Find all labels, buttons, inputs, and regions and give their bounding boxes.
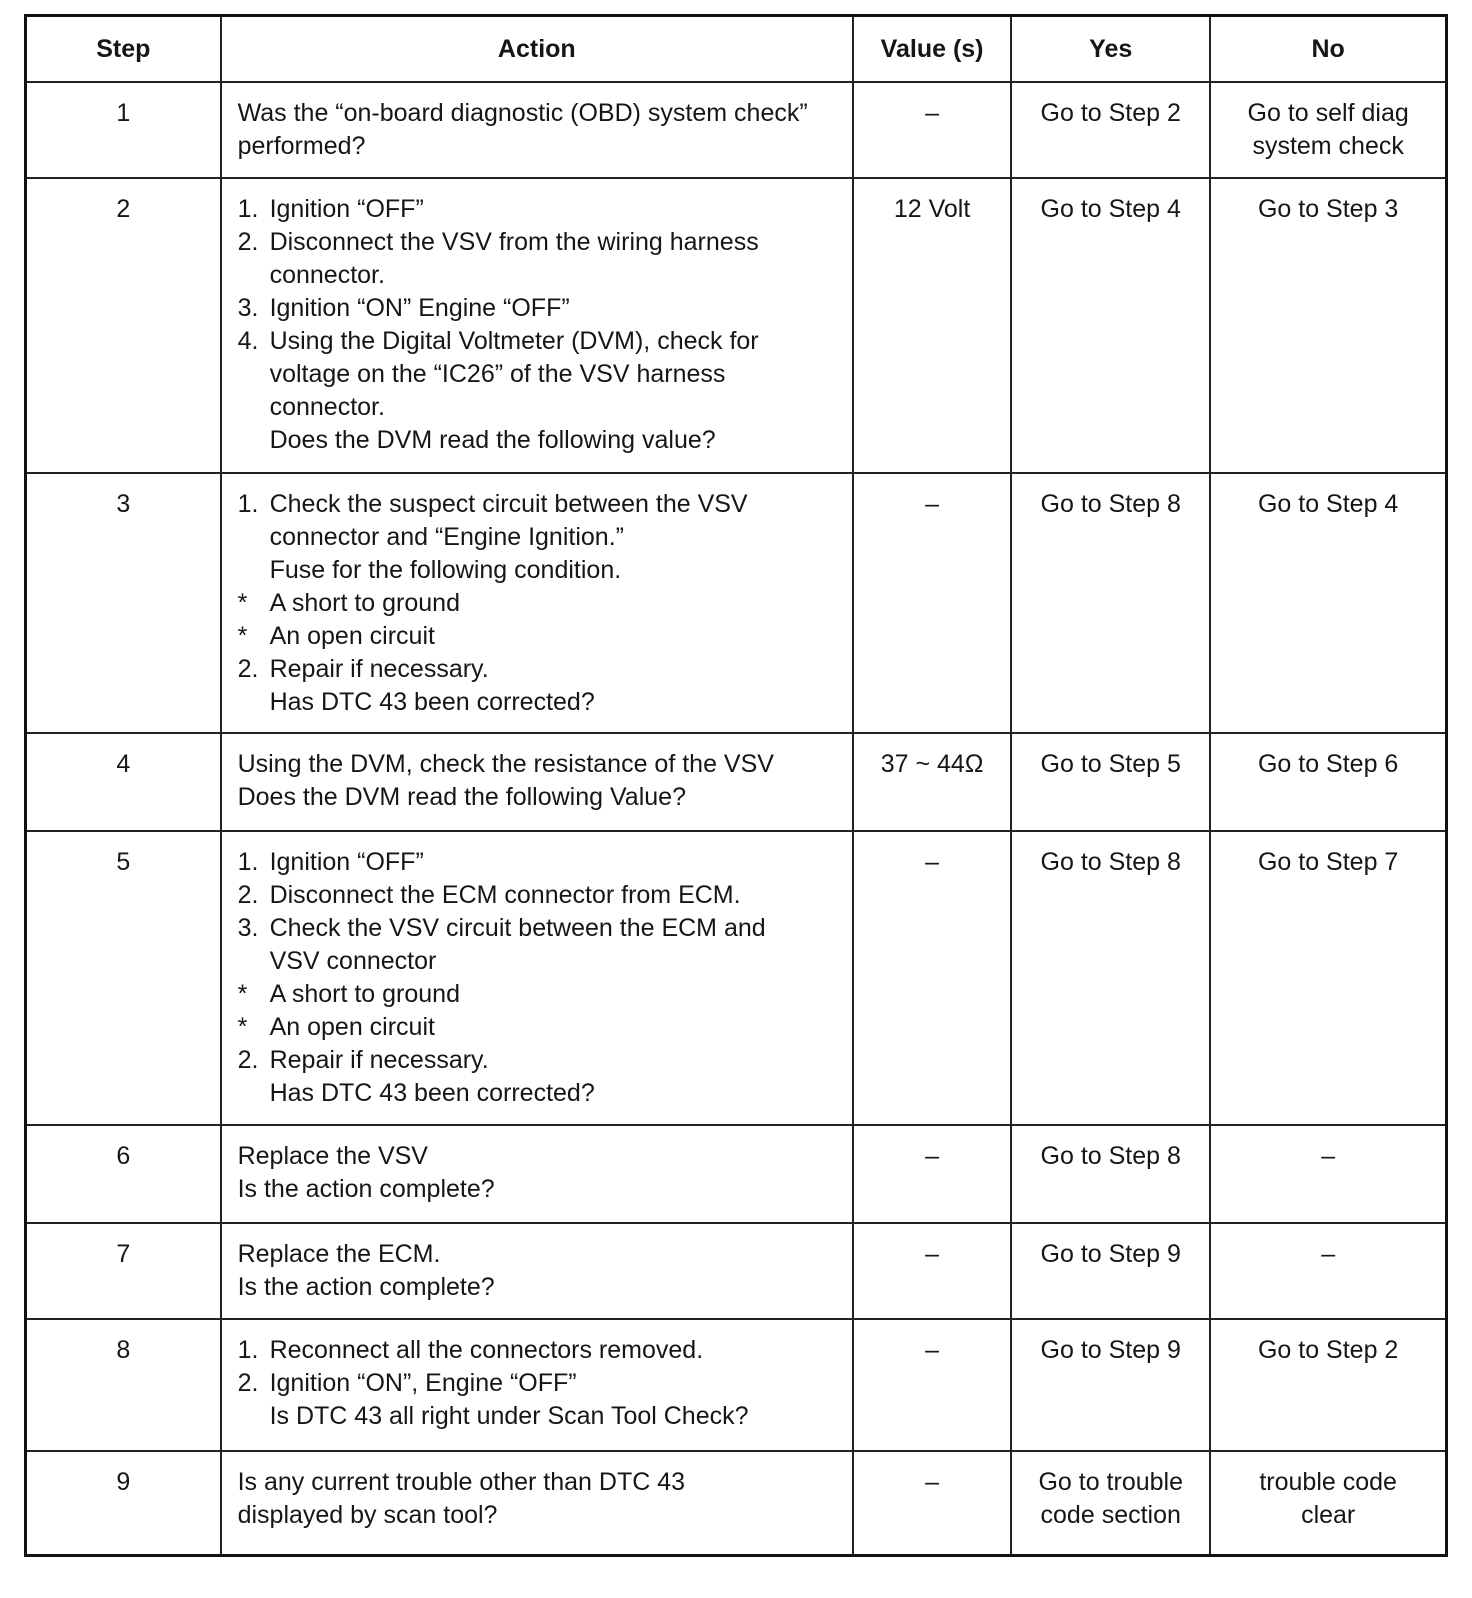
- no-cell-line: system check: [1252, 132, 1404, 160]
- no-cell-line: clear: [1301, 1501, 1356, 1529]
- table-row: [26, 1319, 1447, 1451]
- no-cell-line: –: [1321, 1142, 1336, 1170]
- step-number: 6: [26, 1125, 221, 1223]
- step-number: 5: [26, 831, 221, 1125]
- action-line-text: Does the DVM read the following Value?: [237, 783, 686, 811]
- no-cell-line: –: [1321, 1240, 1336, 1268]
- action-line: [238, 748, 844, 781]
- yes-cell-line: Go to trouble: [1038, 1468, 1183, 1496]
- action-line: [238, 1044, 844, 1077]
- action-line-marker: [238, 554, 270, 587]
- value-cell: 12 Volt: [853, 178, 1011, 473]
- action-line-text: Repair if necessary.: [269, 655, 489, 683]
- action-line-marker: 4.: [237, 327, 259, 355]
- header-value: Value (s): [853, 16, 1011, 83]
- yes-cell-line: Go to Step 8: [1040, 1142, 1181, 1170]
- action-line-marker: [238, 424, 270, 457]
- action-cell: [221, 831, 853, 1125]
- yes-cell: [1011, 1451, 1210, 1555]
- action-line-text: Using the DVM, check the resistance of the VSV: [237, 750, 774, 778]
- yes-cell-line: Go to Step 4: [1040, 195, 1181, 223]
- no-cell-line: Go to Step 4: [1257, 490, 1399, 518]
- action-line-marker: 1.: [237, 195, 259, 223]
- action-line: [238, 846, 844, 879]
- action-line-text: A short to ground: [269, 589, 460, 617]
- action-line-text: performed?: [237, 132, 366, 160]
- action-line-text: Ignition “OFF”: [269, 195, 424, 223]
- action-line: [238, 653, 844, 686]
- table-row: [26, 1125, 1447, 1223]
- header-step: Step: [26, 16, 221, 83]
- action-line-text: Replace the VSV: [237, 1142, 428, 1170]
- no-cell: [1210, 82, 1446, 178]
- no-cell: [1210, 1223, 1446, 1319]
- action-line-text: Repair if necessary.: [269, 1046, 489, 1074]
- action-line: [238, 521, 844, 554]
- yes-cell: [1011, 178, 1210, 473]
- action-line-text: Has DTC 43 been corrected?: [269, 688, 595, 716]
- value-cell: –: [853, 82, 1011, 178]
- action-line: [238, 1011, 844, 1044]
- yes-cell-line: Go to Step 8: [1040, 490, 1181, 518]
- action-line: [238, 1173, 844, 1206]
- action-line: [238, 1077, 844, 1110]
- action-line-text: Disconnect the VSV from the wiring harness: [269, 228, 759, 256]
- action-line: [238, 587, 844, 620]
- value-cell: –: [853, 831, 1011, 1125]
- action-line-marker: [238, 1077, 270, 1110]
- action-line-marker: 2.: [237, 1369, 259, 1397]
- action-line-text: Has DTC 43 been corrected?: [269, 1079, 595, 1107]
- no-cell: [1210, 831, 1446, 1125]
- value-cell: –: [853, 1319, 1011, 1451]
- table-row: [26, 1451, 1447, 1555]
- action-line-marker: *: [237, 980, 248, 1008]
- action-line-text: A short to ground: [269, 980, 460, 1008]
- yes-cell-line: Go to Step 8: [1040, 848, 1181, 876]
- action-line-text: An open circuit: [269, 1013, 435, 1041]
- step-number: 2: [26, 178, 221, 473]
- no-cell: [1210, 1125, 1446, 1223]
- action-line-marker: 1.: [237, 1336, 259, 1364]
- table-row: [26, 178, 1447, 473]
- action-cell: [221, 82, 853, 178]
- value-cell: 37 ~ 44Ω: [853, 733, 1011, 831]
- action-line-marker: 2.: [237, 1046, 259, 1074]
- no-cell: [1210, 473, 1446, 733]
- action-line-marker: [238, 521, 270, 554]
- action-line-text: Using the Digital Voltmeter (DVM), check for: [269, 327, 759, 355]
- yes-cell: [1011, 1223, 1210, 1319]
- action-cell: [221, 1451, 853, 1555]
- action-line: [238, 978, 844, 1011]
- action-line-marker: [238, 945, 270, 978]
- action-line: [238, 781, 844, 814]
- action-line-marker: 2.: [237, 655, 259, 683]
- action-line-marker: 2.: [237, 228, 259, 256]
- action-line: [238, 554, 844, 587]
- header-no: No: [1210, 16, 1446, 83]
- yes-cell: [1011, 1125, 1210, 1223]
- no-cell: [1210, 1319, 1446, 1451]
- action-line: [238, 97, 844, 130]
- table-row: [26, 1223, 1447, 1319]
- action-cell: [221, 733, 853, 831]
- header-action: Action: [221, 16, 853, 83]
- action-line: [238, 879, 844, 912]
- action-line-text: Ignition “ON”, Engine “OFF”: [269, 1369, 577, 1397]
- action-line-marker: 2.: [237, 881, 259, 909]
- action-line: [238, 1238, 844, 1271]
- yes-cell: [1011, 473, 1210, 733]
- action-line: [238, 686, 844, 719]
- action-line: [238, 325, 844, 358]
- value-cell: –: [853, 473, 1011, 733]
- header-yes: Yes: [1011, 16, 1210, 83]
- action-line-marker: 1.: [237, 490, 259, 518]
- action-line-marker: [238, 391, 270, 424]
- no-cell: [1210, 733, 1446, 831]
- table-body: [26, 82, 1447, 1555]
- action-line-text: connector.: [269, 261, 385, 289]
- action-line-text: connector and “Engine Ignition.”: [269, 523, 624, 551]
- action-line-marker: [238, 259, 270, 292]
- action-line-text: Is the action complete?: [237, 1273, 495, 1301]
- no-cell-line: Go to self diag: [1247, 99, 1409, 127]
- action-line-text: Check the suspect circuit between the VSV: [269, 490, 748, 518]
- yes-cell: [1011, 82, 1210, 178]
- step-number: 3: [26, 473, 221, 733]
- action-cell: [221, 178, 853, 473]
- no-cell: [1210, 178, 1446, 473]
- action-cell: [221, 1125, 853, 1223]
- yes-cell-line: Go to Step 5: [1040, 750, 1181, 778]
- action-line: [238, 193, 844, 226]
- table-row: [26, 82, 1447, 178]
- action-line-marker: 3.: [237, 914, 259, 942]
- step-number: 8: [26, 1319, 221, 1451]
- action-line-marker: [238, 1400, 270, 1433]
- action-cell: [221, 1223, 853, 1319]
- no-cell-line: trouble code: [1259, 1468, 1397, 1496]
- value-cell: –: [853, 1223, 1011, 1319]
- action-line-text: VSV connector: [269, 947, 437, 975]
- no-cell-line: Go to Step 3: [1257, 195, 1399, 223]
- no-cell-line: Go to Step 2: [1257, 1336, 1399, 1364]
- yes-cell: [1011, 733, 1210, 831]
- action-line-text: Is any current trouble other than DTC 43: [237, 1468, 686, 1496]
- action-line: [238, 1466, 844, 1499]
- header-row: [26, 16, 1447, 83]
- action-line-marker: 3.: [237, 294, 259, 322]
- action-line: [238, 1400, 844, 1433]
- action-line: [238, 358, 844, 391]
- action-line-marker: *: [237, 622, 248, 650]
- diagnostic-table-page: [24, 14, 1448, 1557]
- no-cell-line: Go to Step 7: [1257, 848, 1399, 876]
- action-line-text: Was the “on-board diagnostic (OBD) system check”: [237, 99, 808, 127]
- action-line-text: Check the VSV circuit between the ECM and: [269, 914, 766, 942]
- action-line-text: Ignition “OFF”: [269, 848, 424, 876]
- yes-cell-line: Go to Step 9: [1040, 1240, 1181, 1268]
- action-line: [238, 1334, 844, 1367]
- action-line-text: Is the action complete?: [237, 1175, 495, 1203]
- action-line-text: voltage on the “IC26” of the VSV harness: [269, 360, 726, 388]
- action-line-marker: *: [237, 1013, 248, 1041]
- step-number: 4: [26, 733, 221, 831]
- yes-cell-line: code section: [1040, 1501, 1181, 1529]
- action-line-text: connector.: [269, 393, 385, 421]
- value-cell: –: [853, 1451, 1011, 1555]
- yes-cell: [1011, 1319, 1210, 1451]
- no-cell: [1210, 1451, 1446, 1555]
- action-line: [238, 1271, 844, 1304]
- action-line-marker: *: [237, 589, 248, 617]
- yes-cell: [1011, 831, 1210, 1125]
- action-line-marker: [238, 358, 270, 391]
- action-line: [238, 226, 844, 259]
- action-line-text: Does the DVM read the following value?: [269, 426, 716, 454]
- action-line-text: Ignition “ON” Engine “OFF”: [269, 294, 570, 322]
- action-line: [238, 945, 844, 978]
- table-row: [26, 473, 1447, 733]
- value-cell: –: [853, 1125, 1011, 1223]
- table-row: [26, 831, 1447, 1125]
- diagnostic-table: [24, 14, 1448, 1557]
- step-number: 1: [26, 82, 221, 178]
- table-row: [26, 733, 1447, 831]
- action-line: [238, 292, 844, 325]
- action-line-text: displayed by scan tool?: [237, 1501, 498, 1529]
- action-line-marker: 1.: [237, 848, 259, 876]
- action-line-text: Reconnect all the connectors removed.: [269, 1336, 704, 1364]
- action-line-marker: [238, 686, 270, 719]
- step-number: 7: [26, 1223, 221, 1319]
- action-line: [238, 130, 844, 163]
- action-line: [238, 1140, 844, 1173]
- action-line-text: Disconnect the ECM connector from ECM.: [269, 881, 741, 909]
- action-line: [238, 488, 844, 521]
- action-line: [238, 912, 844, 945]
- action-line: [238, 1499, 844, 1532]
- action-line: [238, 424, 844, 457]
- action-line-text: Fuse for the following condition.: [269, 556, 622, 584]
- action-line: [238, 1367, 844, 1400]
- step-number: 9: [26, 1451, 221, 1555]
- action-line-text: An open circuit: [269, 622, 435, 650]
- action-cell: [221, 1319, 853, 1451]
- yes-cell-line: Go to Step 9: [1040, 1336, 1181, 1364]
- action-line-text: Is DTC 43 all right under Scan Tool Check?: [269, 1402, 749, 1430]
- action-line: [238, 259, 844, 292]
- action-cell: [221, 473, 853, 733]
- action-line-text: Replace the ECM.: [237, 1240, 441, 1268]
- yes-cell-line: Go to Step 2: [1040, 99, 1181, 127]
- action-line: [238, 391, 844, 424]
- no-cell-line: Go to Step 6: [1257, 750, 1399, 778]
- action-line: [238, 620, 844, 653]
